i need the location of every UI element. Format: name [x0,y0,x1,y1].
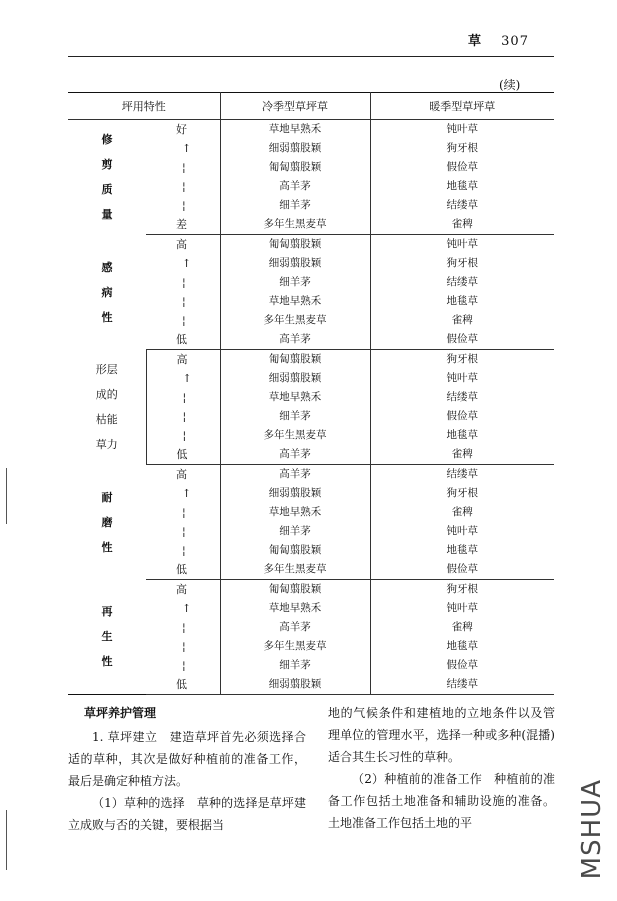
cool-grass-cell: 草地早熟禾 [220,599,370,618]
page-header [468,30,529,49]
cool-grass-cell: 高羊茅 [220,618,370,637]
scale-cell: 高 [176,238,187,251]
warm-grass-cell: 雀稗 [370,215,554,235]
header-cool: 冷季型草坪草 [220,93,370,120]
cool-grass-cell: 多年生黑麦草 [220,215,370,235]
warm-grass-cell: 结缕草 [370,465,554,485]
text-column-left [68,726,306,836]
warm-grass-cell: 假俭草 [370,158,554,177]
table-row [68,580,554,600]
group-name-line: 成的 [95,388,118,401]
group-name-char: 剪 [101,158,113,172]
scale-cell: ¦ [182,659,186,672]
warm-grass-cell: 狗牙根 [370,484,554,503]
margin-mark [6,810,7,870]
scale-cell: ¦ [182,295,186,308]
scale-cell: 好 [176,123,187,136]
cool-grass-cell: 高羊茅 [220,445,370,465]
header-rule [68,56,554,57]
scale-cell: ¦ [182,391,187,404]
warm-grass-cell: 假俭草 [370,330,554,350]
warm-grass-cell: 地毯草 [370,177,554,196]
margin-mark [6,468,7,524]
group-name [68,465,146,580]
paragraph: （2）种植前的准备工作 种植前的准备工作包括土地准备和辅助设施的准备。土地准备工作包括土地的平 [328,772,555,830]
group-name-char: 修 [101,133,113,147]
warm-grass-cell: 结缕草 [370,196,554,215]
scale-cell: ¦ [182,180,186,193]
cool-grass-cell: 多年生黑麦草 [220,311,370,330]
paragraph: 1. 草坪建立 建造草坪首先必须选择合适的草种，其次是做好种植前的准备工作，最后是确定种植方法。 [68,730,306,788]
group-name-char: 质 [101,183,113,197]
group-name [68,120,146,235]
group-name-char: 再 [101,605,113,619]
cool-grass-cell: 匍匐翦股颖 [220,158,370,177]
warm-grass-cell: 雀稗 [370,311,554,330]
group-name-line: 形层 [95,363,118,376]
cool-grass-cell: 多年生黑麦草 [220,560,370,580]
cool-grass-cell: 多年生黑麦草 [220,426,370,445]
warm-grass-cell: 地毯草 [370,292,554,311]
warm-grass-cell: 雀稗 [370,503,554,522]
scale-cell: ¦ [182,410,187,423]
scale-cell: 低 [146,445,220,465]
cool-grass-cell: 高羊茅 [220,465,370,485]
warm-grass-cell: 雀稗 [370,445,554,465]
cool-grass-cell: 细羊茅 [220,656,370,675]
cool-grass-cell: 草地早熟禾 [220,503,370,522]
warm-grass-cell: 狗牙根 [370,139,554,158]
group-name [68,350,146,465]
warm-grass-cell: 假俭草 [370,407,554,426]
cool-grass-cell: 多年生黑麦草 [220,637,370,656]
warm-grass-cell: 狗牙根 [370,350,554,370]
scale-cell: ↑ [182,257,192,270]
table-row [68,350,554,370]
group-name-line: 草力 [95,438,118,451]
cool-grass-cell: 匍匐翦股颖 [220,350,370,370]
warm-grass-cell: 狗牙根 [370,580,554,600]
group-name-char: 量 [101,208,113,222]
warm-grass-cell: 狗牙根 [370,254,554,273]
scale-cell: ¦ [182,429,187,442]
cool-grass-cell: 细羊茅 [220,407,370,426]
scale-cell: 高 [176,353,188,366]
scale-cell: ¦ [182,199,186,212]
scale-cell: 低 [146,560,220,580]
group-name-char: 性 [101,310,113,324]
warm-grass-cell: 钝叶草 [370,120,554,140]
scale-cell: ↑ [182,602,192,615]
cool-grass-cell: 细弱翦股颖 [220,675,370,695]
table-row [68,235,554,255]
cool-grass-cell: 草地早熟禾 [220,388,370,407]
group-name-line: 枯能 [95,413,118,426]
paragraph: 地的气候条件和建植地的立地条件以及管理单位的管理水平，选择一种或多种(混播)适合其生长习性的草种。 [328,706,555,764]
warm-grass-cell: 雀稗 [370,618,554,637]
scale-cell: ¦ [182,544,186,557]
warm-grass-cell: 结缕草 [370,273,554,292]
cool-grass-cell: 细羊茅 [220,273,370,292]
header-char: 草 [468,34,483,49]
group-name-char: 性 [101,655,113,669]
warm-grass-cell: 钝叶草 [370,599,554,618]
paragraph: （1）草种的选择 草种的选择是草坪建立成败与否的关键，要根据当 [68,796,306,832]
scale-cell: 差 [146,215,220,235]
warm-grass-cell: 结缕草 [370,675,554,695]
scale-cell: ¦ [182,525,186,538]
cool-grass-cell: 匍匐翦股颖 [220,541,370,560]
warm-grass-cell: 假俭草 [370,560,554,580]
group-name-char: 感 [101,260,113,274]
warm-grass-cell: 钝叶草 [370,522,554,541]
cool-grass-cell: 细弱翦股颖 [220,254,370,273]
scale-cell: 低 [146,675,220,695]
scale-cell: ¦ [182,314,186,327]
cool-grass-cell: 匍匐翦股颖 [220,235,370,255]
scale-cell: ¦ [182,276,186,289]
scale-cell: ↑ [182,142,192,155]
cool-grass-cell: 草地早熟禾 [220,292,370,311]
warm-grass-cell: 地毯草 [370,541,554,560]
warm-grass-cell: 钝叶草 [370,369,554,388]
cool-grass-cell: 草地早熟禾 [220,120,370,140]
table-row [68,120,554,140]
group-name-char: 耐 [101,490,113,504]
header-warm: 暖季型草坪草 [370,93,554,120]
turfgrass-table [68,92,554,695]
warm-grass-cell: 假俭草 [370,656,554,675]
group-name-char: 生 [101,630,113,644]
warm-grass-cell: 结缕草 [370,388,554,407]
watermark: MSHUA [577,778,607,879]
scale-cell: ↑ [182,372,192,385]
group-name-char: 性 [101,540,113,554]
cool-grass-cell: 细弱翦股颖 [220,139,370,158]
scale-cell: ↑ [182,487,192,500]
cool-grass-cell: 细羊茅 [220,196,370,215]
warm-grass-cell: 地毯草 [370,426,554,445]
cool-grass-cell: 细弱翦股颖 [220,369,370,388]
section-title: 草坪养护管理 [84,706,157,720]
cool-grass-cell: 高羊茅 [220,177,370,196]
continued-label: (续) [499,78,521,92]
scale-cell: ¦ [182,621,186,634]
cool-grass-cell: 匍匐翦股颖 [220,580,370,600]
table-header-row [68,93,554,120]
scale-cell: 高 [176,583,187,596]
cool-grass-cell: 细弱翦股颖 [220,484,370,503]
scale-cell: 高 [176,468,187,481]
warm-grass-cell: 地毯草 [370,637,554,656]
warm-grass-cell: 钝叶草 [370,235,554,255]
cool-grass-cell: 细羊茅 [220,522,370,541]
table-row [68,465,554,485]
scale-cell: ¦ [182,640,186,653]
group-name-char: 病 [101,285,113,299]
scale-cell: 低 [146,330,220,350]
group-name-char: 磨 [101,515,113,529]
header-characteristic: 坪用特性 [68,93,220,120]
page-number: 307 [501,34,529,49]
group-name [68,580,146,695]
group-name [68,235,146,350]
text-column-right [328,702,555,834]
scale-cell: ¦ [182,161,186,174]
scale-cell: ¦ [182,506,186,519]
cool-grass-cell: 高羊茅 [220,330,370,350]
